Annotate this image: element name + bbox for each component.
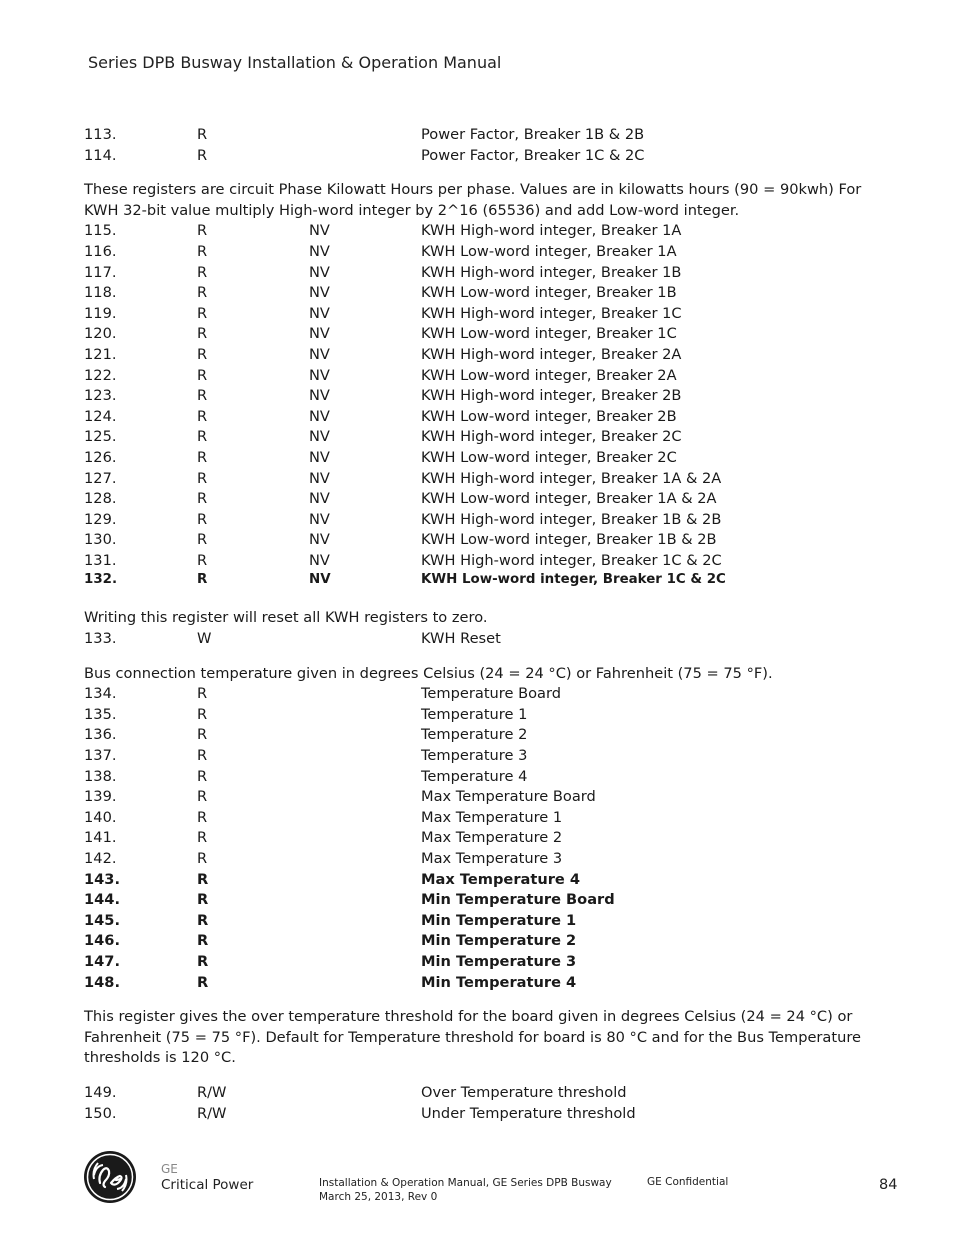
register-description: KWH High-word integer, Breaker 1A [421,222,682,240]
register-description: KWH Low-word integer, Breaker 1C & 2C [421,572,726,588]
register-description: KWH High-word integer, Breaker 1C & 2C [421,551,722,569]
register-description: Power Factor, Breaker 1C & 2C [421,146,645,164]
brand-ge: GE [161,1162,178,1176]
register-number: 122. [84,366,117,384]
register-block-threshold [84,1083,874,1124]
register-access: R [197,448,208,466]
register-row [84,1083,874,1104]
register-access: R/W [197,1083,227,1101]
register-access: R [197,345,208,363]
register-volatility: NV [309,469,330,487]
register-access: R [197,551,208,569]
register-description: Max Temperature 3 [421,850,563,867]
register-volatility: NV [309,448,330,466]
register-volatility: NV [309,304,330,322]
register-block-temperature [84,684,874,869]
register-access: R [197,222,208,240]
register-number: 115. [84,222,117,240]
register-volatility: NV [309,510,330,528]
register-number: 127. [84,469,117,487]
register-access: R [197,726,208,744]
register-access: R [197,531,208,549]
register-description: KWH High-word integer, Breaker 1B & 2B [421,510,722,528]
footer-doc-title: Installation & Operation Manual, GE Series DPB Busway [319,1177,612,1189]
register-description: Power Factor, Breaker 1B & 2B [421,126,645,143]
register-description: Temperature 3 [421,747,528,765]
register-description: Min Temperature Board [421,891,615,909]
register-number: 126. [84,448,117,466]
register-volatility: NV [309,366,330,384]
register-row [84,469,874,490]
register-description: KWH Low-word integer, Breaker 1C [421,325,677,343]
register-number: 130. [84,531,117,549]
register-access: R [197,850,208,867]
register-row [84,386,874,407]
register-description: KWH High-word integer, Breaker 1B [421,263,682,281]
register-volatility: NV [309,387,330,405]
register-row [84,530,874,551]
register-access: R [197,572,208,588]
register-access: R [197,126,208,143]
register-description: Max Temperature 1 [421,808,563,826]
register-row [84,705,874,726]
register-description: Temperature 2 [421,726,528,744]
register-access: W [197,630,212,648]
register-access: R [197,263,208,281]
footer-confidential: GE Confidential [647,1176,729,1188]
register-number: 118. [84,284,117,302]
register-row [84,1104,874,1125]
register-block-temperature-minmax [84,870,874,994]
register-number: 139. [84,788,117,806]
register-access: R [197,685,208,703]
register-row [84,849,874,870]
register-block-power-factor [84,125,874,166]
register-row [84,324,874,345]
register-volatility: NV [309,551,330,569]
register-number: 121. [84,345,117,363]
register-number: 123. [84,387,117,405]
register-access: R [197,510,208,528]
register-description: KWH High-word integer, Breaker 1C [421,304,682,322]
register-number: 141. [84,829,117,847]
register-volatility: NV [309,325,330,343]
register-access: R/W [197,1104,227,1122]
register-number: 137. [84,747,117,765]
paragraph-temperature: Bus connection temperature given in degrees Celsius (24 = 24 °C) or Fahrenheit (75 = 75 °F). [84,664,773,682]
register-number: 129. [84,510,117,528]
register-row-132 [84,571,874,588]
register-row [84,263,874,284]
register-content [84,125,874,1124]
brand-critical-power: Critical Power [161,1177,254,1193]
register-row [84,304,874,325]
register-number: 143. [84,870,121,888]
register-row [84,489,874,510]
register-access: R [197,490,208,508]
footer-document-info [319,1176,612,1204]
ge-logo-icon [83,1150,137,1204]
register-access: R [197,829,208,847]
register-row [84,366,874,387]
register-number: 116. [84,242,117,260]
register-access: R [197,891,209,909]
register-description: Max Temperature 4 [421,870,581,888]
register-row [84,407,874,428]
register-description: Max Temperature 2 [421,829,563,847]
register-access: R [197,747,208,765]
register-access: R [197,973,209,991]
register-description: Under Temperature threshold [421,1104,636,1122]
register-access: R [197,284,208,302]
register-access: R [197,870,209,888]
register-row [84,870,874,891]
register-volatility: NV [309,284,330,302]
register-number: 119. [84,304,117,322]
register-volatility: NV [309,345,330,363]
register-number: 147. [84,952,121,970]
register-row [84,828,874,849]
register-description: KWH High-word integer, Breaker 1A & 2A [421,469,722,487]
register-row [84,952,874,973]
register-row [84,551,874,572]
register-number: 124. [84,407,117,425]
register-description: Temperature 1 [421,705,528,723]
register-number: 149. [84,1083,117,1101]
register-row [84,931,874,952]
register-row [84,448,874,469]
register-row [84,767,874,788]
register-row [84,345,874,366]
register-description: KWH High-word integer, Breaker 2C [421,428,682,446]
paragraph-kwh: These registers are circuit Phase Kilowatt Hours per phase. Values are in kilowatts hours (90 = 90kwh) For KWH 32-bit value multiply High-word integer by 2^16 (65536) and add Low-word integer. [84,181,862,219]
register-description: Min Temperature 3 [421,952,577,970]
register-description: Temperature Board [421,685,561,703]
register-description: KWH Reset [421,630,501,648]
register-row-133 [84,629,874,650]
register-row [84,890,874,911]
register-description: Min Temperature 1 [421,911,577,929]
register-number: 134. [84,685,117,703]
register-description: KWH Low-word integer, Breaker 1B & 2B [421,531,717,549]
register-row [84,221,874,242]
register-description: KWH Low-word integer, Breaker 1B [421,284,677,302]
register-access: R [197,407,208,425]
register-description: KWH Low-word integer, Breaker 1A [421,242,677,260]
paragraph-reset: Writing this register will reset all KWH registers to zero. [84,609,488,627]
register-row [84,746,874,767]
register-access: R [197,788,208,806]
register-number: 113. [84,126,117,143]
footer-doc-date: March 25, 2013, Rev 0 [319,1191,438,1203]
register-row [84,911,874,932]
register-number: 144. [84,891,121,909]
register-number: 120. [84,325,117,343]
register-description: KWH Low-word integer, Breaker 1A & 2A [421,490,717,508]
register-row [84,808,874,829]
paragraph-threshold: This register gives the over temperature threshold for the board given in degrees Celsius (24 = 24 °C) or Fahrenheit (75 = 75 °F). Default for Temperature threshold for board is 80 °C and for the Bus Temperature thresholds is 120 °C. [84,1008,862,1067]
register-volatility: NV [309,490,330,508]
page-footer [0,1148,954,1218]
register-access: R [197,304,208,322]
register-number: 125. [84,428,117,446]
register-number: 132. [84,572,118,588]
register-number: 114. [84,146,117,164]
register-number: 140. [84,808,117,826]
register-access: R [197,932,209,950]
register-access: R [197,705,208,723]
register-access: R [197,428,208,446]
page-number: 84 [879,1177,898,1193]
brand-text [161,1161,253,1193]
register-description: KWH Low-word integer, Breaker 2A [421,366,677,384]
register-number: 133. [84,630,117,648]
register-description: KWH High-word integer, Breaker 2B [421,387,682,405]
register-access: R [197,808,208,826]
register-number: 138. [84,767,117,785]
register-number: 117. [84,263,117,281]
register-volatility: NV [309,428,330,446]
register-description: Temperature 4 [421,767,528,785]
register-access: R [197,767,208,785]
register-access: R [197,952,209,970]
register-volatility: NV [309,531,330,549]
register-volatility: NV [309,407,330,425]
register-row [84,427,874,448]
register-access: R [197,911,209,929]
register-access: R [197,146,208,164]
register-description: KWH High-word integer, Breaker 2A [421,345,682,363]
register-access: R [197,366,208,384]
register-number: 136. [84,726,117,744]
register-number: 128. [84,490,117,508]
register-access: R [197,469,208,487]
register-number: 145. [84,911,121,929]
register-number: 148. [84,973,121,991]
register-volatility: NV [309,572,331,588]
register-row [84,242,874,263]
register-access: R [197,242,208,260]
register-row [84,787,874,808]
register-row [84,146,874,167]
register-description: KWH Low-word integer, Breaker 2B [421,407,677,425]
register-row [84,684,874,705]
register-number: 150. [84,1104,117,1122]
register-volatility: NV [309,263,330,281]
register-description: Min Temperature 2 [421,932,577,950]
register-row [84,283,874,304]
page-header-title: Series DPB Busway Installation & Operation Manual [88,53,502,72]
register-description: Max Temperature Board [421,788,596,806]
register-number: 142. [84,850,117,867]
register-volatility: NV [309,222,330,240]
register-row [84,125,874,146]
register-description: KWH Low-word integer, Breaker 2C [421,448,677,466]
register-number: 146. [84,932,121,950]
register-row [84,510,874,531]
register-number: 135. [84,705,117,723]
register-description: Min Temperature 4 [421,973,577,991]
register-row [84,725,874,746]
register-volatility: NV [309,242,330,260]
register-row [84,973,874,994]
register-description: Over Temperature threshold [421,1083,627,1101]
register-block-kwh [84,221,874,571]
register-access: R [197,325,208,343]
register-number: 131. [84,551,117,569]
register-access: R [197,387,208,405]
